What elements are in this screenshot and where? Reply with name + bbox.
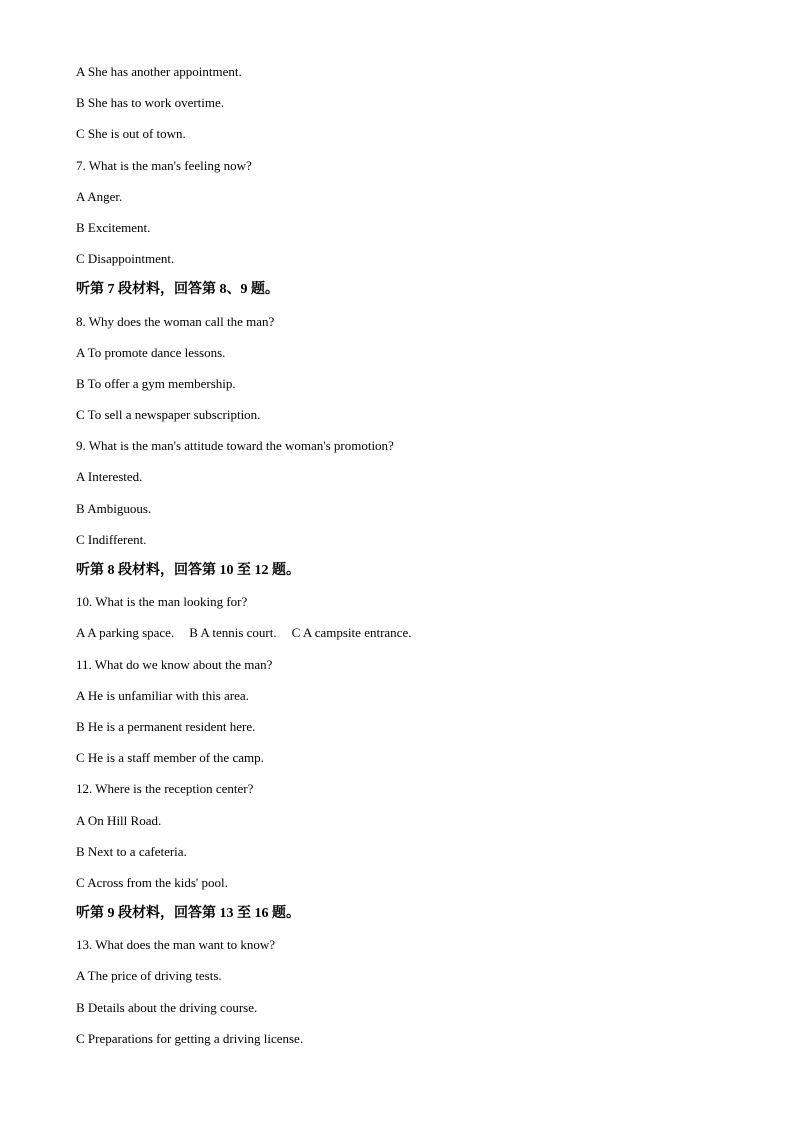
question-11: 11. What do we know about the man?: [76, 656, 273, 672]
option-12a: A On Hill Road.: [76, 812, 162, 828]
section-heading-9: 听第 9 段材料，回答第 13 至 16 题。: [76, 906, 300, 922]
option-11b: B He is a permanent resident here.: [76, 718, 256, 734]
option-13c: C Preparations for getting a driving license.: [76, 1030, 304, 1046]
option-12b: B Next to a cafeteria.: [76, 843, 187, 859]
option-6c: C She is out of town.: [76, 126, 186, 142]
question-7: 7. What is the man's feeling now?: [76, 157, 252, 173]
option-8c: C To sell a newspaper subscription.: [76, 407, 261, 423]
option-9c: C Indifferent.: [76, 531, 147, 547]
option-7b: B Excitement.: [76, 219, 151, 235]
question-12: 12. Where is the reception center?: [76, 781, 254, 797]
option-6a: A She has another appointment.: [76, 64, 242, 79]
option-11a: A He is unfamiliar with this area.: [76, 687, 249, 703]
option-10c: C A campsite entrance.: [291, 625, 412, 641]
option-9b: B Ambiguous.: [76, 500, 152, 516]
section-heading-7: 听第 7 段材料，回答第 8、9 题。: [76, 282, 279, 298]
document-page: [76, 62, 736, 1060]
option-6b: B She has to work overtime.: [76, 95, 225, 111]
option-8a: A To promote dance lessons.: [76, 344, 226, 360]
question-8: 8. Why does the woman call the man?: [76, 313, 275, 329]
option-8b: B To offer a gym membership.: [76, 375, 236, 391]
option-9a: A Interested.: [76, 469, 143, 485]
options-10-inline: [76, 623, 736, 654]
option-13b: B Details about the driving course.: [76, 999, 258, 1015]
option-7a: A Anger.: [76, 188, 123, 204]
option-10a: A A parking space.: [76, 625, 175, 641]
question-10: 10. What is the man looking for?: [76, 594, 248, 610]
option-13a: A The price of driving tests.: [76, 968, 222, 984]
option-11c: C He is a staff member of the camp.: [76, 750, 264, 766]
question-9: 9. What is the man's attitude toward the woman's promotion?: [76, 438, 394, 454]
option-12c: C Across from the kids' pool.: [76, 874, 228, 890]
question-13: 13. What does the man want to know?: [76, 937, 276, 953]
option-7c: C Disappointment.: [76, 251, 175, 267]
section-heading-8: 听第 8 段材料，回答第 10 至 12 题。: [76, 563, 300, 578]
option-10b: B A tennis court.: [189, 625, 277, 641]
